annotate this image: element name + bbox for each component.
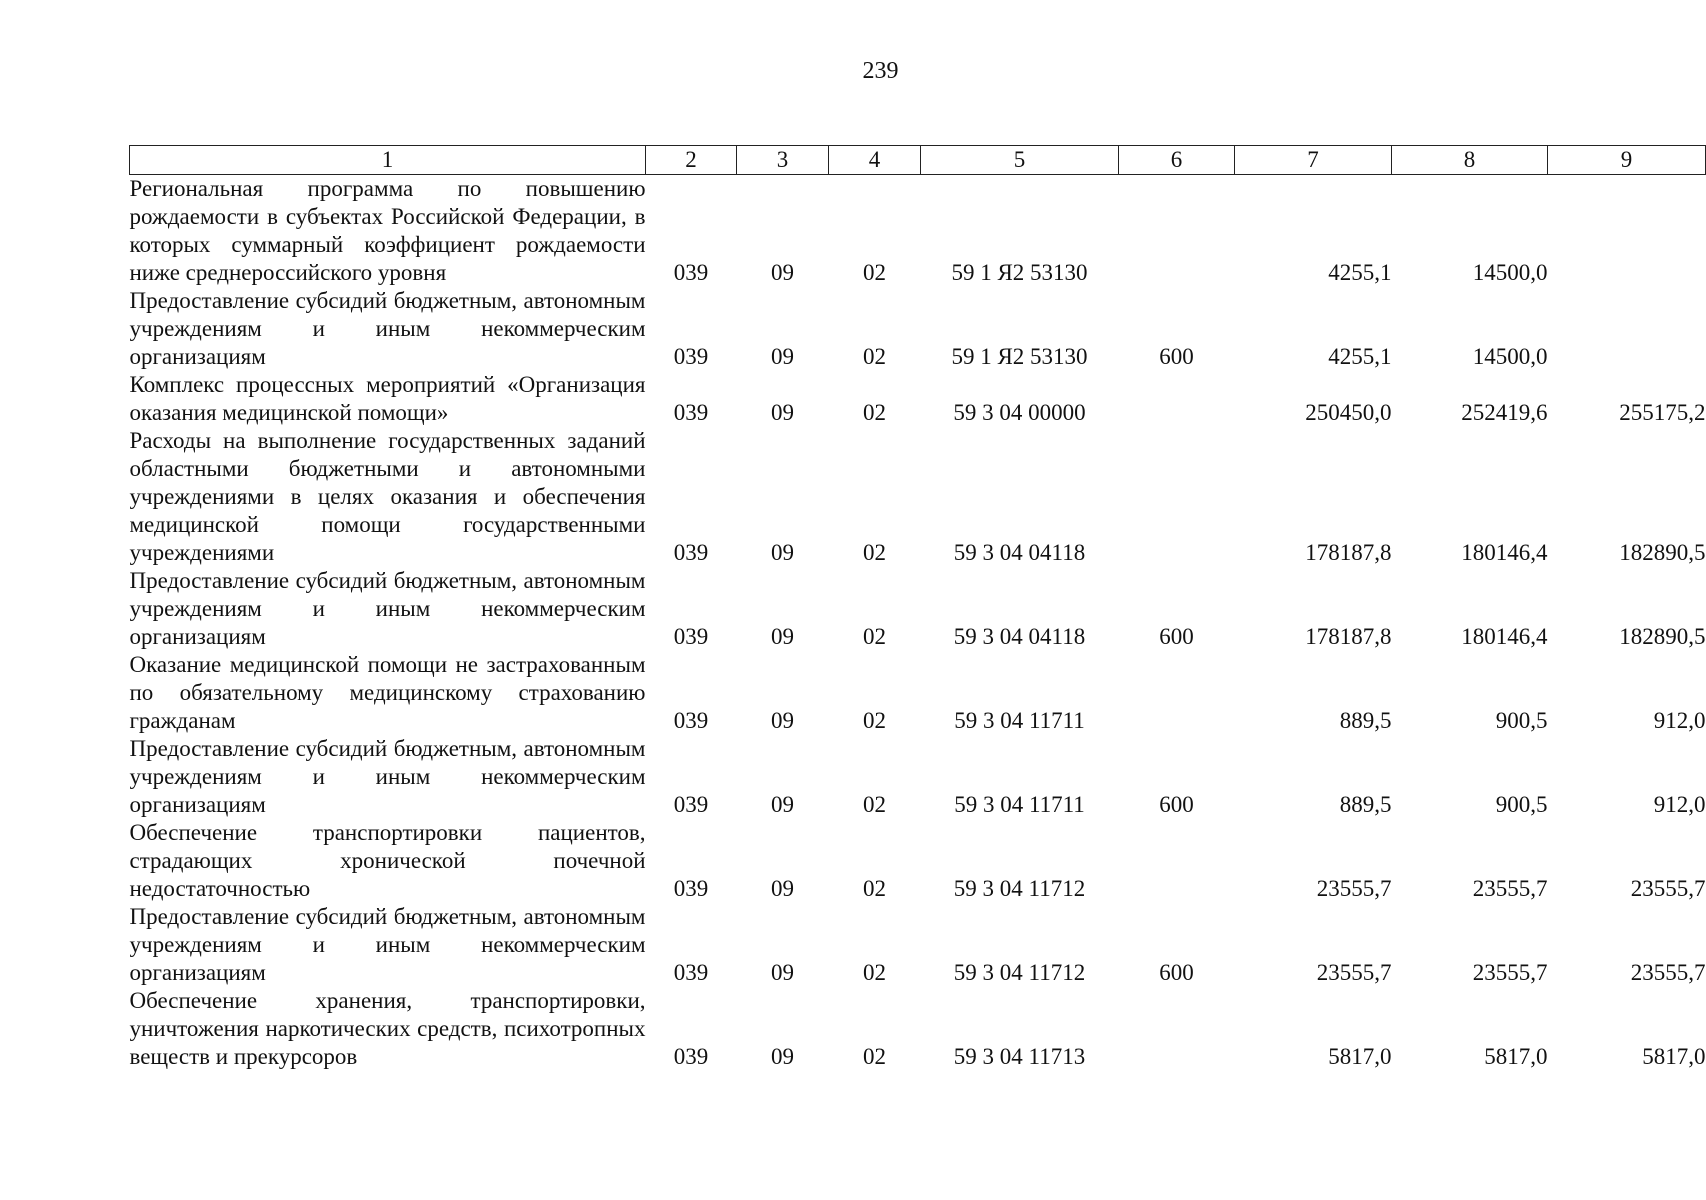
- cell-col7: 5817,0: [1328, 1044, 1392, 1069]
- row-name: Обеспечение хранения, транспортировки, уничтожения наркотических средств, психотропных веществ и прекурсоров: [129, 988, 646, 1069]
- cell-col6: 600: [1159, 624, 1194, 649]
- row-name: Обеспечение транспортировки пациентов, страдающих хронической почечной недостаточностью: [129, 820, 646, 901]
- row-name: Региональная программа по повышению рождаемости в субъектах Российской Федерации, в которых суммарный коэффициент рождаемости ниже среднероссийского уровня: [129, 176, 646, 285]
- cell-col4: 02: [863, 792, 886, 817]
- cell-col9: 23555,7: [1630, 960, 1706, 985]
- table-row: [130, 735, 1706, 819]
- cell-col7: 889,5: [1339, 708, 1392, 733]
- cell-col5: 59 3 04 04118: [953, 540, 1086, 565]
- cell-col6: [1119, 371, 1235, 427]
- cell-col3: 09: [771, 260, 794, 285]
- cell-col9: 23555,7: [1630, 876, 1706, 901]
- cell-col4: 02: [863, 960, 886, 985]
- cell-col3: 09: [771, 1044, 794, 1069]
- cell-col3: 09: [771, 344, 794, 369]
- column-header: 1: [130, 146, 646, 175]
- row-name: Предоставление субсидий бюджетным, автономным учреждениям и иным некоммерческим организациям: [129, 288, 646, 369]
- cell-col5: 59 3 04 00000: [953, 400, 1086, 425]
- cell-col9: 5817,0: [1642, 1044, 1706, 1069]
- table-row: [130, 987, 1706, 1071]
- cell-col9: 182890,5: [1619, 540, 1706, 565]
- cell-col2: 039: [673, 260, 709, 285]
- cell-col5: 59 3 04 11712: [953, 876, 1086, 901]
- cell-col9: 912,0: [1653, 792, 1706, 817]
- cell-col2: 039: [673, 1044, 709, 1069]
- table-row: [130, 427, 1706, 567]
- column-header: 6: [1119, 146, 1235, 175]
- cell-col8: 180146,4: [1461, 540, 1548, 565]
- cell-col4: 02: [863, 400, 886, 425]
- cell-col9: [1548, 175, 1706, 288]
- column-header: 8: [1392, 146, 1548, 175]
- cell-col6: [1119, 427, 1235, 567]
- cell-col6: [1119, 175, 1235, 288]
- row-name: Предоставление субсидий бюджетным, автономным учреждениям и иным некоммерческим организациям: [129, 904, 646, 985]
- cell-col8: 23555,7: [1472, 876, 1548, 901]
- column-header: 9: [1548, 146, 1706, 175]
- cell-col7: 178187,8: [1305, 540, 1392, 565]
- cell-col5: 59 3 04 04118: [953, 624, 1086, 649]
- cell-col7: 4255,1: [1328, 260, 1392, 285]
- cell-col4: 02: [863, 1044, 886, 1069]
- cell-col2: 039: [673, 708, 709, 733]
- cell-col3: 09: [771, 876, 794, 901]
- cell-col4: 02: [863, 876, 886, 901]
- table-row: [130, 287, 1706, 371]
- page-number: 239: [862, 58, 899, 84]
- cell-col9: [1548, 287, 1706, 371]
- budget-table: [129, 145, 1706, 1071]
- cell-col2: 039: [673, 960, 709, 985]
- cell-col3: 09: [771, 400, 794, 425]
- column-header: 2: [646, 146, 737, 175]
- column-header: 7: [1235, 146, 1392, 175]
- cell-col6: [1119, 651, 1235, 735]
- table-row: [130, 567, 1706, 651]
- cell-col6: [1119, 819, 1235, 903]
- cell-col8: 5817,0: [1484, 1044, 1548, 1069]
- cell-col2: 039: [673, 792, 709, 817]
- cell-col9: 912,0: [1653, 708, 1706, 733]
- cell-col4: 02: [863, 344, 886, 369]
- cell-col2: 039: [673, 540, 709, 565]
- row-name: Предоставление субсидий бюджетным, автономным учреждениям и иным некоммерческим организациям: [129, 568, 646, 649]
- cell-col3: 09: [771, 960, 794, 985]
- cell-col5: 59 1 Я2 53130: [951, 260, 1088, 285]
- cell-col8: 900,5: [1495, 708, 1548, 733]
- cell-col5: 59 3 04 11711: [954, 708, 1085, 733]
- cell-col2: 039: [673, 344, 709, 369]
- cell-col6: 600: [1159, 344, 1194, 369]
- cell-col7: 23555,7: [1316, 876, 1392, 901]
- cell-col3: 09: [771, 792, 794, 817]
- row-name: Комплекс процессных мероприятий «Организация оказания медицинской помощи»: [129, 372, 646, 425]
- cell-col8: 14500,0: [1472, 344, 1548, 369]
- cell-col8: 23555,7: [1472, 960, 1548, 985]
- cell-col3: 09: [771, 624, 794, 649]
- row-name: Расходы на выполнение государственных заданий областными бюджетными и автономными учреждениями в целях оказания и обеспечения медицинской помощи государственными учреждениями: [129, 428, 646, 565]
- cell-col7: 23555,7: [1316, 960, 1392, 985]
- column-header: 4: [829, 146, 921, 175]
- cell-col8: 180146,4: [1461, 624, 1548, 649]
- cell-col3: 09: [771, 540, 794, 565]
- column-header: 5: [921, 146, 1119, 175]
- cell-col5: 59 3 04 11712: [953, 960, 1086, 985]
- cell-col4: 02: [863, 708, 886, 733]
- cell-col2: 039: [673, 876, 709, 901]
- cell-col4: 02: [863, 624, 886, 649]
- header-row: [130, 146, 1706, 175]
- cell-col9: 255175,2: [1619, 400, 1706, 425]
- table-row: [130, 651, 1706, 735]
- cell-col4: 02: [863, 540, 886, 565]
- table-row: [130, 175, 1706, 288]
- cell-col5: 59 1 Я2 53130: [951, 344, 1088, 369]
- cell-col3: 09: [771, 708, 794, 733]
- cell-col5: 59 3 04 11713: [953, 1044, 1086, 1069]
- row-name: Оказание медицинской помощи не застрахованным по обязательному медицинскому страхованию гражданам: [129, 652, 646, 733]
- cell-col8: 900,5: [1495, 792, 1548, 817]
- cell-col8: 14500,0: [1472, 260, 1548, 285]
- cell-col4: 02: [863, 260, 886, 285]
- cell-col8: 252419,6: [1461, 400, 1548, 425]
- cell-col6: 600: [1159, 792, 1194, 817]
- cell-col9: 182890,5: [1619, 624, 1706, 649]
- row-name: Предоставление субсидий бюджетным, автономным учреждениям и иным некоммерческим организациям: [129, 736, 646, 817]
- cell-col6: 600: [1159, 960, 1194, 985]
- cell-col5: 59 3 04 11711: [954, 792, 1085, 817]
- cell-col7: 250450,0: [1305, 400, 1392, 425]
- column-header: 3: [737, 146, 829, 175]
- cell-col7: 889,5: [1339, 792, 1392, 817]
- cell-col7: 178187,8: [1305, 624, 1392, 649]
- cell-col6: [1119, 987, 1235, 1071]
- table-row: [130, 903, 1706, 987]
- cell-col2: 039: [673, 400, 709, 425]
- table-row: [130, 819, 1706, 903]
- cell-col2: 039: [673, 624, 709, 649]
- cell-col7: 4255,1: [1328, 344, 1392, 369]
- table-row: [130, 371, 1706, 427]
